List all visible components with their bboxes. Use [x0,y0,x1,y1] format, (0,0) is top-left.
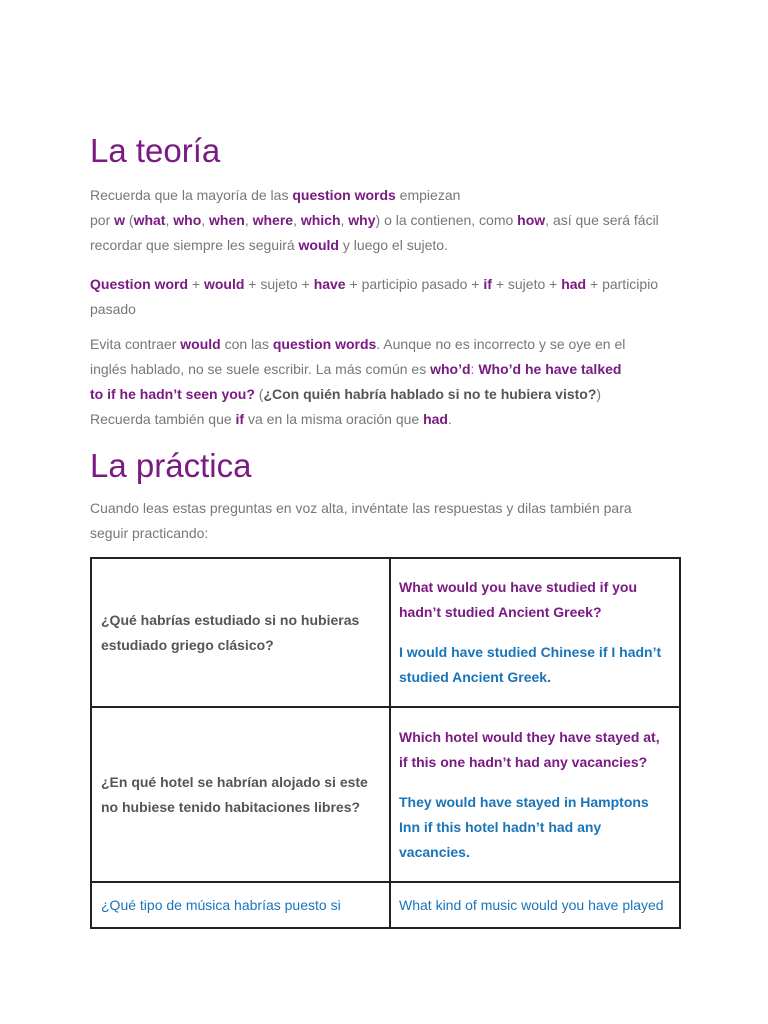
keyword: had [561,276,587,292]
keyword: would [298,237,339,253]
text: ) o la contienen, como [375,212,518,228]
question-es-cell [91,707,390,882]
text: if this one hadn’t had any vacancies? [399,753,648,770]
keyword: Who’d he have talked [478,361,622,377]
text: va en la misma oración que [244,411,424,427]
keyword: would [203,276,245,292]
text: + sujeto + [244,276,314,292]
text: , [293,212,301,228]
text: Recuerda que la mayoría de las [90,187,293,203]
text: They would have stayed in Hamptons [399,793,649,810]
text: + sujeto + [491,276,562,292]
theory-paragraph-2 [90,332,690,432]
text: . [547,669,551,685]
theory-heading: La teoría [90,132,221,169]
text: Cuando leas estas preguntas en voz alta, invéntate las respuestas y dilas también para [90,500,632,516]
question-es [101,608,381,658]
text: Evita contraer [90,336,181,352]
practice-heading: La práctica [90,447,252,484]
keyword: have [313,276,346,292]
question-es-cell [91,558,390,707]
keyword: who [173,212,202,228]
text: no hubiese tenido habitaciones libres? [101,798,361,815]
text: ( [254,386,264,402]
question-es [101,770,381,820]
keyword: to if he hadn’t seen you? [90,386,255,402]
keyword: who’d [430,361,471,377]
text: studied Ancient Greek [399,669,548,685]
text: y luego el sujeto. [338,237,448,253]
question-en-cell [390,558,680,707]
text: : [470,361,479,377]
text: Recuerda también que [90,411,236,427]
table-row [91,707,680,882]
practice-intro [90,496,690,546]
text: ¿Qué tipo de música habrías puesto si [101,896,341,913]
text: , [244,212,253,228]
text: recordar que siempre les seguirá [90,237,299,253]
translation: ¿Con quién habría hablado si no te hubiera visto? [263,386,597,402]
text: , [201,212,210,228]
answer-en [399,640,671,690]
keyword: w [114,212,126,228]
theory-formula [90,272,690,322]
keyword: question words [292,187,396,203]
text: ) [596,386,602,402]
text: empiezan [395,187,461,203]
question-en-cell [390,707,680,882]
question-en [399,575,671,625]
question-es-cell [91,882,390,928]
text: ¿En qué hotel se habrían alojado si este [101,773,368,790]
table-row [91,558,680,707]
table-row [91,882,680,928]
question-en [399,725,671,775]
text: , [165,212,174,228]
text: + participio pasado + [345,276,484,292]
keyword: if [235,411,245,427]
theory-paragraph-1 [90,183,690,258]
question-es [101,893,381,918]
answer-en [399,790,671,865]
text: + participio [586,276,659,292]
keyword: question words [272,336,377,352]
keyword: had [423,411,448,427]
text: con las [220,336,273,352]
text: estudiado griego clásico? [101,636,274,653]
text: , [340,212,349,228]
question-en-cell [390,882,680,928]
keyword: which [300,212,341,228]
text: , así que será fácil [545,212,659,228]
text: What kind of music would you have played [399,896,664,913]
keyword: what [133,212,166,228]
text: ( [125,212,134,228]
keyword: why [348,212,376,228]
text: What would you have studied if you [399,579,638,595]
text: pasado [90,301,136,317]
question-en [399,893,671,918]
text: Which hotel would they have stayed at, [399,728,660,745]
keyword: how [517,212,546,228]
text: + [188,276,204,292]
text: por [90,212,115,228]
keyword: Question word [90,276,188,292]
keyword: would [180,336,221,352]
text: vacancies. [399,843,470,860]
practice-table [90,557,681,929]
text: seguir practicando: [90,525,209,541]
text: inglés hablado, no se suele escribir. La más común es [90,361,431,377]
keyword: if [483,276,492,292]
keyword: when [209,212,245,228]
text: Inn if this hotel hadn’t had any [399,818,602,835]
text: hadn’t studied Ancient Greek? [399,604,602,620]
text: ¿Qué habrías estudiado si no hubieras [101,611,360,628]
keyword: where [252,212,294,228]
text: . [447,411,452,427]
text: I would have studied Chinese if I hadn’t [399,644,662,660]
text: . Aunque no es incorrecto y se oye en el [376,336,626,352]
